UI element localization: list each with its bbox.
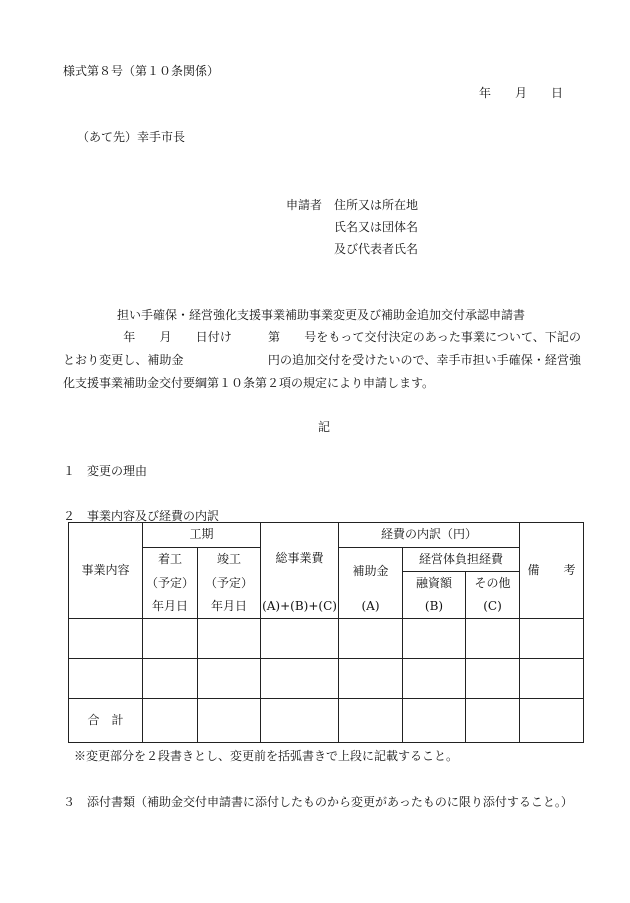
cell — [466, 619, 520, 659]
section-3-heading: ３ 添付書類（補助金交付申請書に添付したものから変更があったものに限り添付すること。） — [63, 795, 573, 809]
header-remarks: 備 考 — [520, 523, 584, 619]
cell — [261, 699, 339, 743]
cell — [261, 619, 339, 659]
cell — [261, 659, 339, 699]
cell — [339, 659, 403, 699]
cell — [198, 619, 261, 659]
header-start-3: 年月日 — [143, 596, 198, 619]
header-end-2: （予定） — [198, 572, 261, 596]
ki-mark: 記 — [318, 420, 331, 434]
total-row — [69, 699, 584, 743]
cell — [339, 619, 403, 659]
cell — [69, 619, 143, 659]
cell — [143, 619, 198, 659]
header-start-2: （予定） — [143, 572, 198, 596]
header-loan: 融資額 — [403, 572, 466, 596]
table-row — [69, 659, 584, 699]
section-1-heading: １ 変更の理由 — [63, 464, 148, 478]
cell — [520, 699, 584, 743]
header-period: 工期 — [143, 523, 261, 548]
cell — [403, 659, 466, 699]
addressee: （あて先）幸手市長 — [77, 130, 186, 144]
cell — [520, 619, 584, 659]
cell — [69, 659, 143, 699]
form-number: 様式第８号（第１０条関係） — [63, 64, 220, 78]
cell — [198, 699, 261, 743]
cell — [143, 699, 198, 743]
header-loan-b: (B) — [403, 596, 466, 619]
applicant-label: 申請者 — [286, 198, 323, 212]
cell — [403, 699, 466, 743]
cell — [198, 659, 261, 699]
header-subsidy: 補助金 — [339, 548, 403, 596]
header-project: 事業内容 — [69, 523, 143, 619]
header-breakdown: 経費の内訳（円） — [339, 523, 520, 548]
cell — [466, 659, 520, 699]
total-label: 合 計 — [69, 699, 143, 743]
header-burden: 経営体負担経費 — [403, 548, 520, 572]
cell — [143, 659, 198, 699]
table-note: ※変更部分を２段書きとし、変更前を括弧書きで上段に記載すること。 — [74, 749, 459, 763]
header-total-cost: 総事業費 — [261, 523, 339, 596]
section-2-heading: ２ 事業内容及び経費の内訳 — [63, 509, 220, 523]
date-line: 年 月 日 — [479, 86, 564, 100]
header-end-3: 年月日 — [198, 596, 261, 619]
cell — [339, 699, 403, 743]
body-text: 年 月 日付け 第 号をもって交付決定のあった事業について、下記のとおり変更し、補助金 円の追加交付を受けたいので、幸手市担い手確保・経営強化支援事業補助金交付要綱第１０条第２項の規定により申請します。 — [63, 330, 581, 390]
applicant-representative: 及び代表者氏名 — [334, 242, 419, 256]
cell — [466, 699, 520, 743]
document-title: 担い手確保・経営強化支援事業補助事業変更及び補助金追加交付承認申請書 — [117, 308, 526, 322]
header-other: その他 — [466, 572, 520, 596]
header-subsidy-a: (A) — [339, 596, 403, 619]
header-other-c: (C) — [466, 596, 520, 619]
header-total-formula: (A)+(B)+(C) — [261, 596, 339, 619]
cell — [403, 619, 466, 659]
applicant-name: 氏名又は団体名 — [334, 220, 419, 234]
expense-table — [68, 522, 584, 743]
applicant-address: 住所又は所在地 — [334, 198, 419, 212]
cell — [520, 659, 584, 699]
table-row — [69, 619, 584, 659]
header-end-1: 竣工 — [198, 548, 261, 572]
header-start-1: 着工 — [143, 548, 198, 572]
